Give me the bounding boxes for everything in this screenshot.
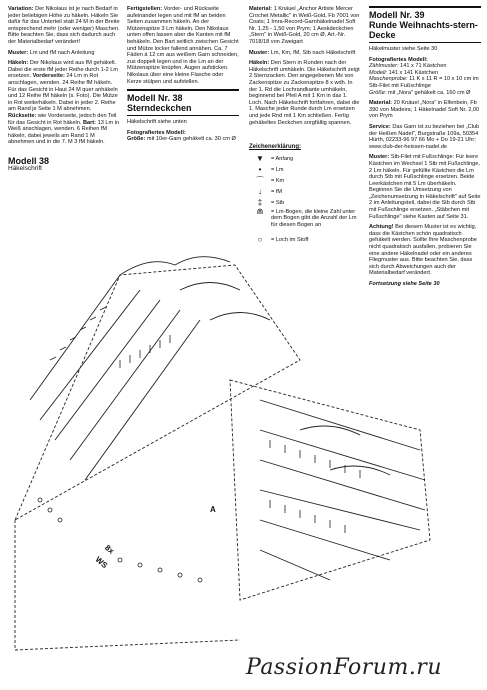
legend-row: ▼ = Anfang (249, 154, 361, 165)
single-crochet-symbol-icon: ↓ (258, 186, 262, 196)
ws-label: WS (93, 554, 110, 571)
column-1: Variation: Der Nikolaus ist je nach Bedarf in jeder beliebigen Höhe zu häkeln. Häkeln Sie dafür für das Unterteil statt 24 M in der Breite entsprechend mehr (oder weniger) Maschen. Bitte beachten Sie, dass sich dadurch auch der Materialbedarf verändert! Muster: Lm und fM nach Anleitung Häkeln: Der Nikolaus wird aus fM gehäkelt. Dabei die erste fM jeder Reihe durch 1-2 Lm ersetzen. Vorderseite: 24 Lm in Rot anschlagen, wenden. 24 Reihe fM häkeln. Für das Gesicht in Haut 24 M quer anhäkeln und 12 Reihe fM häkeln (s. Foto). Die Mütze in Rot weiterhäkeln. Dabei in jeder 2. Reihe am Rand je Seite 1 M abnehmen. Rückseite: wie Vorderseite, jedoch den Teil für das Gesicht in Rot häkeln. Bart: 13 Lm in Weiß anschlagen, wenden. 6 Reihen fM häkeln, dabei jeweils am Rand 1 M abnehmen und in die 7. M 3 fM häkeln. Modell 38 Häkelschrift (8, 6, 120, 172)
legend-row: ⋒ = Lm-Bogen, die kleine Zahl unter dem Bogen gibt die Anzahl der Lm für diesen Bogen an (249, 209, 361, 235)
model39-heading: Modell Nr. 39 Runde Weihnachts-stern-Decke (369, 6, 481, 43)
legend-row: ○ = Loch im Stoff (249, 235, 361, 246)
column-2: Fertigstellen: Vorder- und Rückseite aufeinander legen und mit fM an beiden Seiten zusammen häkeln. An der Mützenspitze 3 Lm häkeln. Den Nikolaus unten offen lassen aber die Kanten mit fM behäkeln. Den Bart seitlich zwischen Gesicht und Mütze locker fallend annähen. Ca. 7 Fäden á 12 cm aus weißem Garn schneiden, zus doppelt legen und in die Lm an der Mützenspitze knüpfen. Augen aufsticken. Nikolaus über eine kleine Flasche oder Kerze stülpen und aufstellen. Modell Nr. 38 Sterndeckchen Häkelschrift siehe unten Fotografiertes Modell: Größe: mit 10er-Garn gehäkelt ca. 30 cm Ø (127, 6, 239, 143)
watermark: PassionForum.ru (246, 655, 442, 680)
repeat-label: 8x (103, 543, 116, 556)
start-symbol-icon: ▼ (256, 153, 264, 163)
model38-heading-left: Modell 38 Häkelschrift (8, 155, 50, 172)
slip-stitch-symbol-icon: ⌒ (256, 175, 264, 185)
hole-symbol-icon: ○ (257, 234, 263, 244)
legend-row: ‡ = Stb (249, 198, 361, 209)
double-crochet-symbol-icon: ‡ (257, 197, 263, 207)
chain-symbol-icon: • (258, 164, 262, 174)
legend-row: ⌒ = Km (249, 176, 361, 187)
legend-row: ↓ = fM (249, 187, 361, 198)
column-3: Material: 1 Knäuel „Anchor Artiste Mercer Crochet Metallic" in Weiß-Gold, Fb 7001 von Coats; 1 Imra-Record-Garnhäkelnadel Soft Nr. 1,25 - 1,50 von Prym; 1 Aeskdeckchen „Stern" in Weiß-Gold, 20 cm Ø, Art.-Nr. 7018/18 von Zweigart Muster: Lm, Km, fM, Stb nach Häkelschrift Häkeln: Den Stern in Runden nach der Häkelschrift umhäkeln. Die Häkelschrift zeigt 2 Sternzacken. Den angegebenen Ms von Zackenspitze zu Zackenspitze 8 x wdh. In der 1. Rd die Lochrandkante umhäkeln, beginnend bei Pfeil A mit 1 Km in das 1. Loch. Nach Häkelschrift fortfahren, dabei die 1. Masche jeder Runde durch Lm ersetzen und jede Rnd mit 1 Km schließen. Fertig gehäkeltes Deckchen sorgfältig spannen. Zeichenerklärung: ▼ = Anfang • = Lm ⌒ = Km ↓ = fM ‡ = Stb ⋒ = Lm-Bogen, die kleine Zahl unter dem Bogen gibt die Anzahl der Lm für diesen Bogen an ○ = Loch im Stoff (249, 6, 360, 244)
legend: Zeichenerklärung: ▼ = Anfang • = Lm ⌒ = Km ↓ = fM ‡ = Stb ⋒ = Lm-Bogen, die kleine Zahl unter dem Bogen gibt die Anzahl der Lm für diesen Bogen an ○ = Loch im Stoff (249, 144, 361, 246)
arrow-a-label: A (210, 505, 216, 514)
chain-arch-symbol-icon: ⋒ (256, 206, 264, 216)
model38-heading: Modell Nr. 38 Sterndeckchen (127, 89, 239, 116)
column-4: Modell Nr. 39 Runde Weihnachts-stern-Decke Häkelmuster siehe Seite 30 Fotografiertes Modell: Zählmuster: 141 x 71 Kästchen Modell: 141 x 141 Kästchen Maschenprobe: 11 K x 11 R = 10 x 10 cm im Stb-Filet mit Fußschlinge Größe: mit „Nora" gehäkelt ca. 160 cm Ø Material: 20 Knäuel „Nora" in Elfenbein, Fb 390 von Madeira; 1 Häkelnadel Soft Nr. 2,00 von Prym Service: Das Garn ist zu beziehen bei „Club der Heißen Nadel", Burgstraße 109a, 50354 Hürth, 02233-96 97 66 Mo + Do 19-21 Uhr; www.club-der-heissen-nadel.de Muster: Stb-Filet mit Fußschlinge: Für leere Kästchen im Wechsel 1 Stb mit Fußschlinge, 2 Lm häkeln. Für gefüllte Kästchen die Lm durch Stb mit Fußschlinge ersetzen. Beide Leerkästchen mit 5 Lm überhäkeln. Beginnen Sie die Umsetzung von „Zeichenumsetzung in Häkelschrift" auf Seite 2 im Anleitungsteil, dabei die Stb durch Stb mit Fußschlinge ersetzen. „Stäbchen mit Fußschlinge" siehe Kasten auf Seite 31. Achtung! Bei diesem Muster ist es wichtig, dass die Kästchen schön quadratisch gehäkelt werden. Sollte Ihre Maschenprobe nicht quadratisch ausfallen, probieren Sie eine andere Häkelnadel oder ein anderes Fliegmuster aus. Bitte beachten Sie, dass sich durch Abweichungen auch der Materialbedarf verändert. Fortsetzung siehe Seite 30 (369, 6, 481, 292)
legend-row: • = Lm (249, 165, 361, 176)
